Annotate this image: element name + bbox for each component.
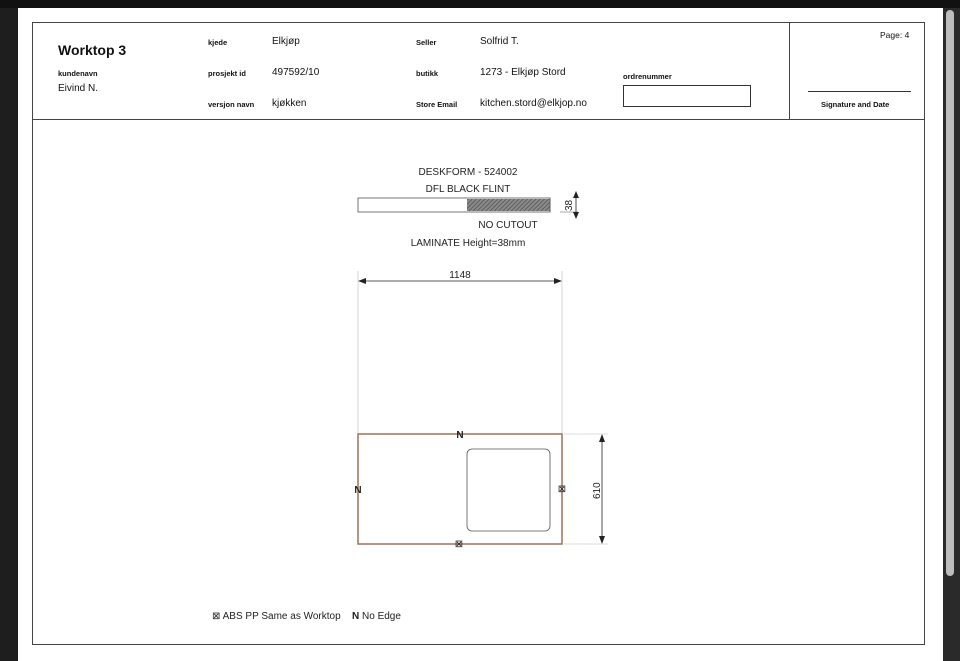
edge-bottom-marker: ⊠ bbox=[454, 539, 464, 550]
project-value: 497592/10 bbox=[272, 67, 320, 78]
legend-abs bbox=[212, 611, 341, 622]
top-bar bbox=[0, 0, 960, 8]
chain-label: kjede bbox=[208, 38, 228, 47]
thickness-label: 38 bbox=[564, 199, 575, 211]
cutout-label: NO CUTOUT bbox=[478, 220, 538, 231]
order-number-label: ordrenummer bbox=[623, 72, 672, 81]
width-dimension bbox=[358, 270, 562, 434]
email-value: kitchen.stord@elkjop.no bbox=[480, 98, 587, 109]
version-value: kjøkken bbox=[272, 98, 307, 109]
product-color: DFL BLACK FLINT bbox=[425, 184, 511, 195]
signature-label: Signature and Date bbox=[821, 100, 890, 109]
abs-edge-label: ABS PP Same as Worktop bbox=[222, 611, 341, 622]
depth-dimension bbox=[564, 434, 608, 544]
worktop-drawing bbox=[18, 8, 943, 661]
email-label: Store Email bbox=[416, 100, 458, 109]
customer-value: Eivind N. bbox=[58, 83, 99, 94]
product-name: DESKFORM - 524002 bbox=[418, 167, 518, 178]
legend-no-edge bbox=[352, 611, 401, 622]
project-label: prosjekt id bbox=[208, 69, 246, 78]
store-label: butikk bbox=[416, 69, 439, 78]
scrollbar-thumb[interactable] bbox=[946, 10, 954, 576]
width-label: 1148 bbox=[449, 270, 471, 281]
customer-label: kundenavn bbox=[58, 69, 98, 78]
no-edge-icon: N bbox=[352, 611, 360, 622]
edge-right-marker: ⊠ bbox=[557, 484, 567, 495]
version-label: versjon navn bbox=[208, 100, 255, 109]
chain-value: Elkjøp bbox=[272, 36, 300, 47]
page-number: Page: 4 bbox=[880, 30, 910, 40]
document-page bbox=[18, 8, 943, 661]
edge-left-marker: N bbox=[354, 485, 362, 496]
material-label: LAMINATE Height=38mm bbox=[410, 238, 526, 249]
worktop-title: Worktop 3 bbox=[58, 42, 127, 58]
store-value: 1273 - Elkjøp Stord bbox=[480, 67, 566, 78]
abs-edge-icon: ⊠ bbox=[212, 611, 221, 622]
seller-label: Seller bbox=[416, 38, 437, 47]
thickness-profile bbox=[358, 191, 579, 219]
depth-label: 610 bbox=[592, 482, 603, 499]
no-edge-label: No Edge bbox=[362, 611, 401, 622]
cooktop-outline bbox=[467, 449, 550, 531]
edge-top-marker: N bbox=[456, 430, 464, 441]
seller-value: Solfrid T. bbox=[480, 36, 519, 47]
